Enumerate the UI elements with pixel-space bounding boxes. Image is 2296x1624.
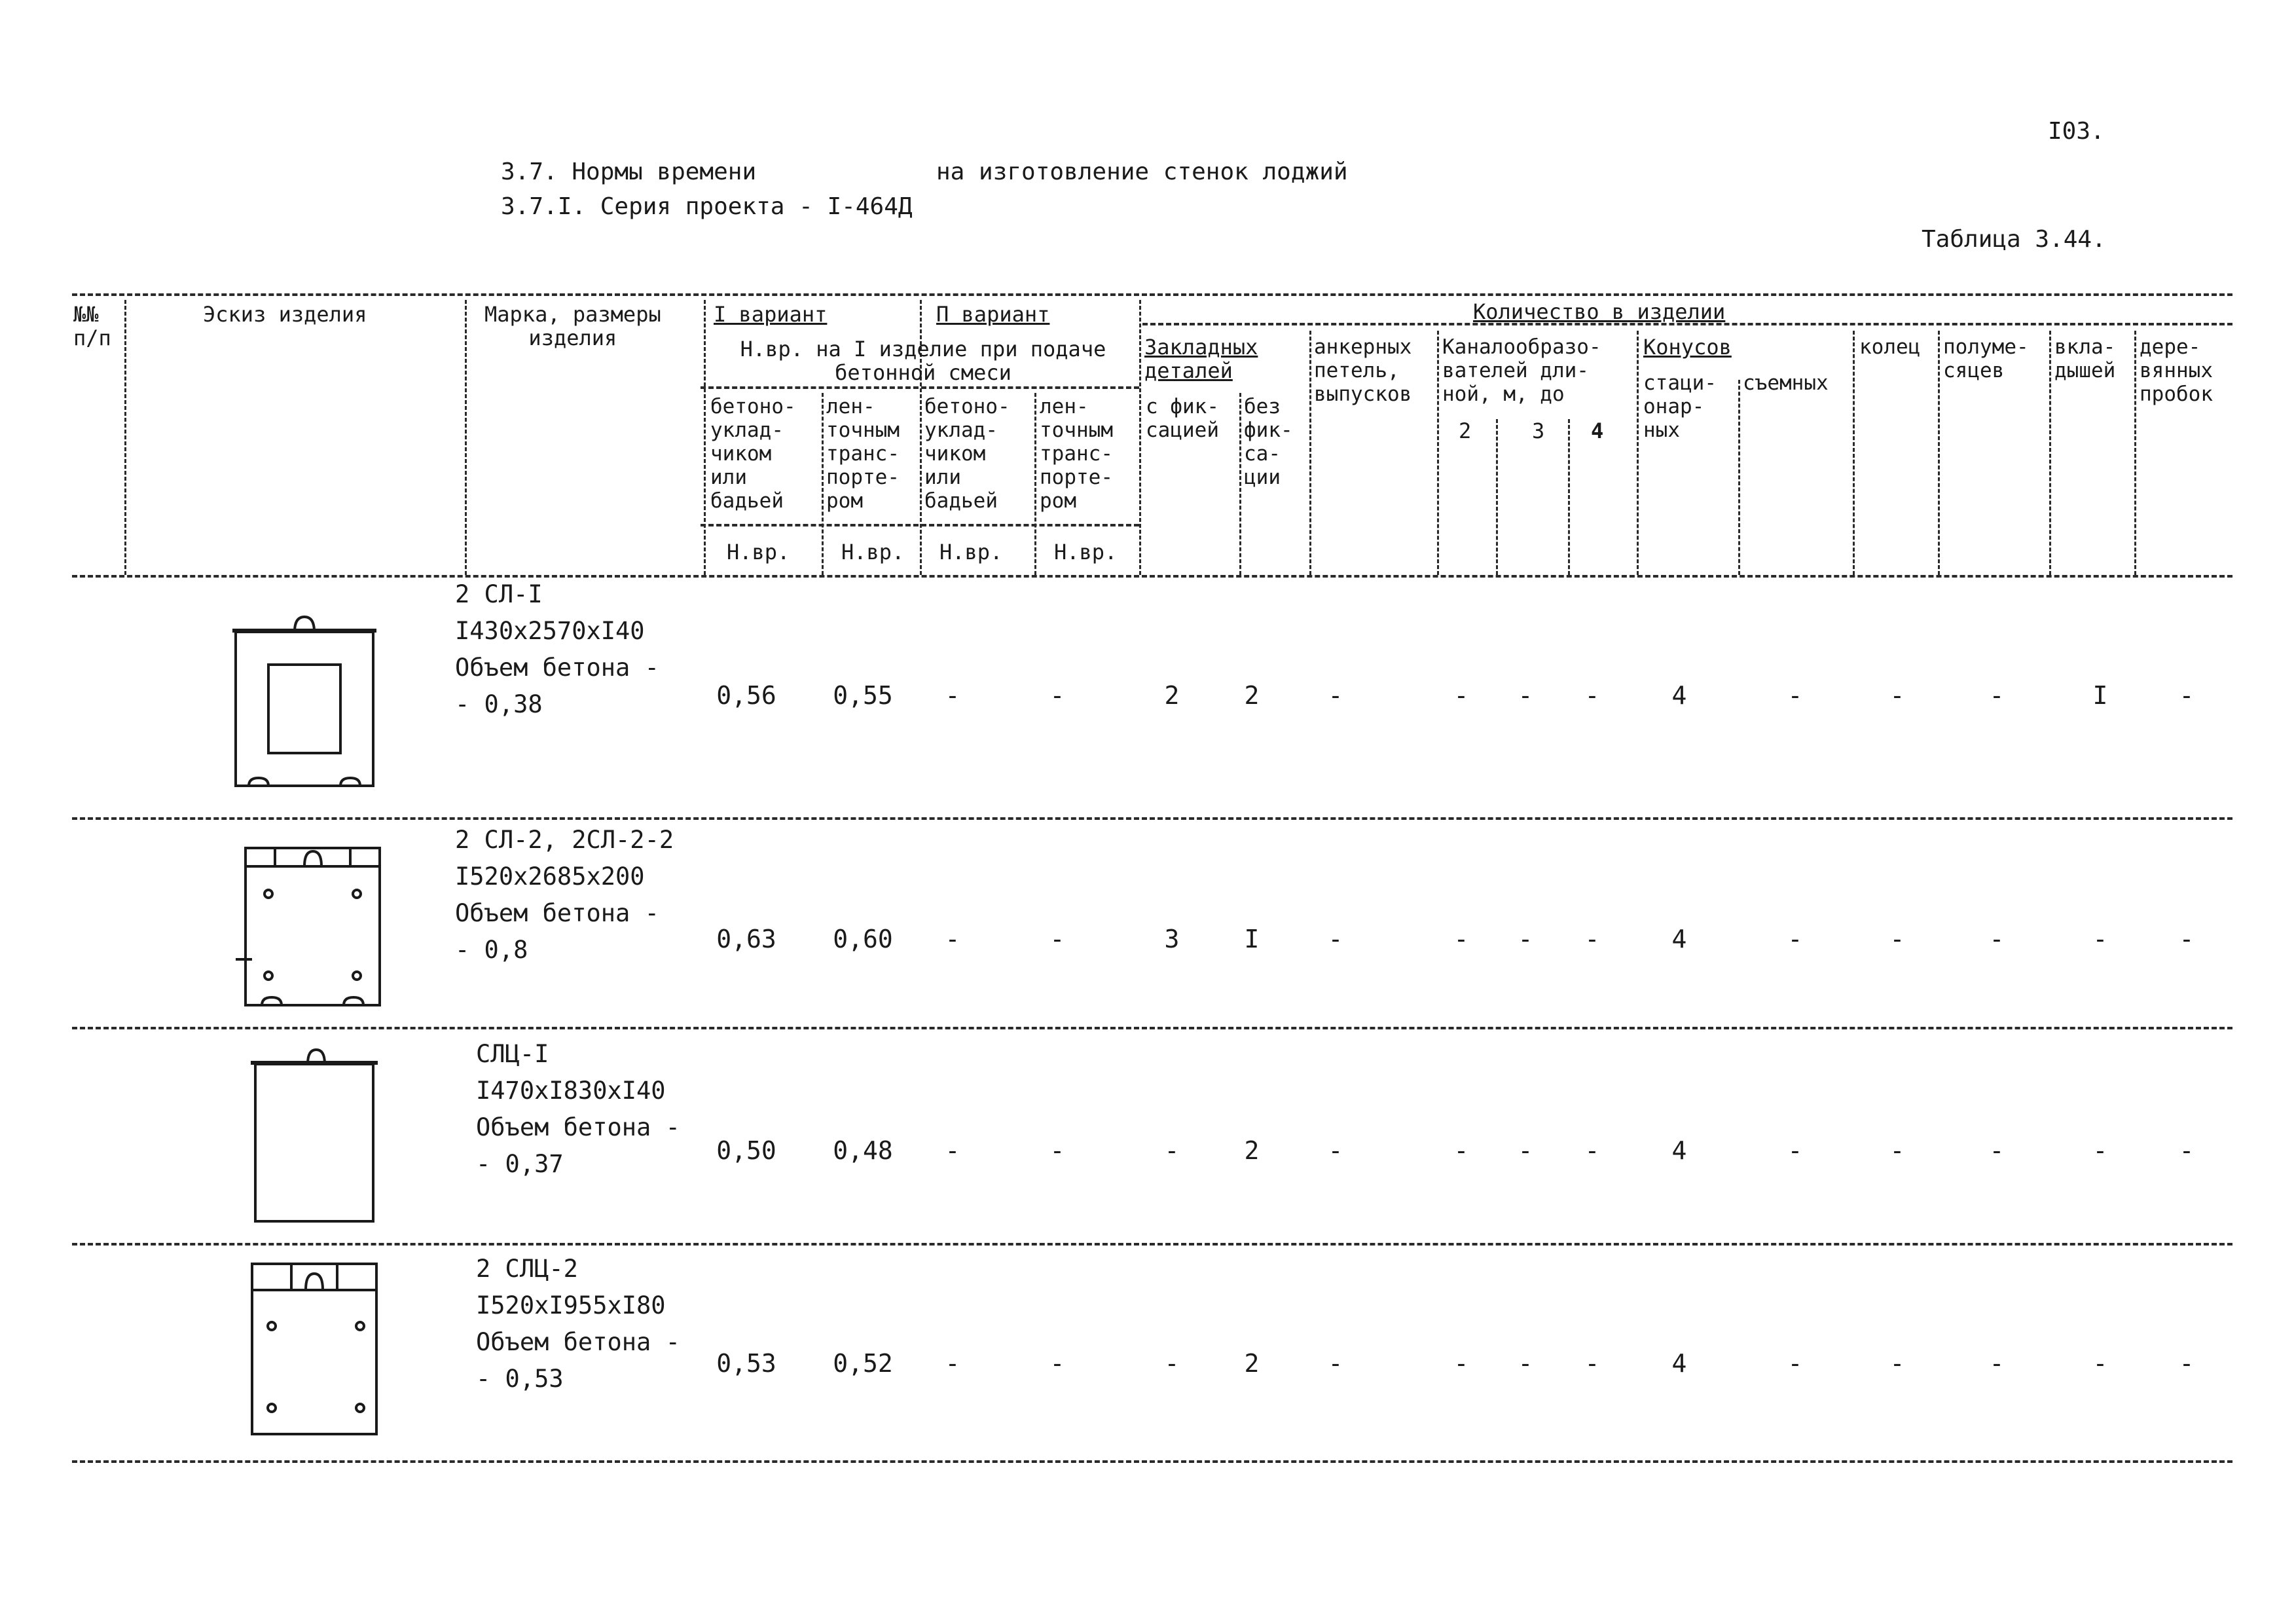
header-emb-fix: с фик- сацией [1146, 395, 1219, 442]
row-2-inserts: - [2092, 925, 2108, 953]
col-sep-halfmoons [2049, 331, 2051, 575]
row-2-emb-nofix: I [1244, 925, 1260, 953]
row-4-v2-belt: - [1049, 1349, 1065, 1378]
col-sep-sketch [465, 300, 467, 575]
section-title: 3.7. Нормы времени [501, 158, 757, 185]
row-3-halfmoons: - [1989, 1136, 2005, 1165]
header-inserts: вкла- дышей [2054, 335, 2116, 382]
header-cone-st: стаци- онар- ных [1643, 371, 1717, 442]
header-mark: Марка, размеры изделия [484, 302, 661, 350]
page-number: I03. [2048, 118, 2105, 145]
row-4-plugs: - [2179, 1349, 2195, 1378]
col-sep-anchor [1437, 331, 1439, 575]
row-3-inserts: - [2092, 1136, 2108, 1165]
col-sep-channel [1637, 331, 1639, 575]
row-1-emb-nofix: 2 [1244, 681, 1260, 710]
header-anchor: анкерных петель, выпусков [1314, 335, 1412, 406]
row-2-cone-st: 4 [1671, 925, 1687, 953]
row-3-ch2: - [1453, 1136, 1469, 1165]
row-1-ch2: - [1453, 681, 1469, 710]
row-4-ch3: - [1518, 1349, 1533, 1378]
row-2-v1-conc: 0,63 [716, 925, 776, 953]
row-1-rings: - [1889, 681, 1905, 710]
table-top-border [72, 293, 2232, 296]
row-4-emb-fix: - [1164, 1349, 1180, 1378]
row-4-v1-belt: 0,52 [833, 1349, 893, 1378]
section-title-cont: на изготовление стенок лоджий [936, 158, 1348, 185]
row-3-v1-belt: 0,48 [833, 1136, 893, 1165]
table-label: Таблица 3.44. [1922, 226, 2106, 253]
row-3-emb-nofix: 2 [1244, 1136, 1260, 1165]
header-hvr-1: Н.вр. [727, 540, 790, 564]
row-4-v2-conc: - [945, 1349, 960, 1378]
header-embedded: Закладных деталей [1144, 335, 1258, 383]
header-variant1: I вариант [714, 302, 828, 327]
row-4-halfmoons: - [1989, 1349, 2005, 1378]
header-quantity: Количество в изделии [1473, 299, 1726, 324]
row-2-emb-fix: 3 [1164, 925, 1180, 953]
header-halfmoons: полуме- сяцев [1943, 335, 2029, 382]
header-ch2: 2 [1459, 418, 1472, 443]
row-2-rings: - [1889, 925, 1905, 953]
header-ch4: 4 [1591, 418, 1604, 443]
sketch-sl-1 [229, 609, 386, 792]
header-hvr-2: Н.вр. [841, 540, 905, 564]
table-bottom-border [72, 1460, 2232, 1463]
col-sep-ch3 [1568, 419, 1570, 575]
row-3-v2-belt: - [1049, 1136, 1065, 1165]
row-4-emb-nofix: 2 [1244, 1349, 1260, 1378]
row-2-v1-belt: 0,60 [833, 925, 893, 953]
row-2-ch4: - [1584, 925, 1600, 953]
row-1-v2-belt: - [1049, 681, 1065, 710]
row-1-plugs: - [2179, 681, 2195, 710]
row-1-ch3: - [1518, 681, 1533, 710]
row-4-mark: 2 СЛЦ-2 I520xI955xI80 Объем бетона - - 0,53 [476, 1255, 680, 1393]
row-1-emb-fix: 2 [1164, 681, 1180, 710]
row-3-cone-rm: - [1787, 1136, 1803, 1165]
header-bottom-border [72, 575, 2232, 578]
row-divider-2 [72, 1027, 2232, 1029]
col-sep-num [124, 300, 126, 575]
header-plugs: дере- вянных пробок [2140, 335, 2213, 406]
header-col-belt1: лен- точным транс- порте- ром [826, 395, 900, 513]
header-hvr-3: Н.вр. [939, 540, 1003, 564]
row-4-inserts: - [2092, 1349, 2108, 1378]
row-1-cone-rm: - [1787, 681, 1803, 710]
row-2-ch3: - [1518, 925, 1533, 953]
col-sep-ch2 [1496, 419, 1498, 575]
row-3-ch4: - [1584, 1136, 1600, 1165]
header-variant2: П вариант [936, 302, 1050, 327]
row-divider-1 [72, 817, 2232, 820]
row-3-rings: - [1889, 1136, 1905, 1165]
row-1-v1-belt: 0,55 [833, 681, 893, 710]
row-3-emb-fix: - [1164, 1136, 1180, 1165]
col-sep-cone [1738, 380, 1740, 575]
col-sep-inserts [2134, 331, 2136, 575]
header-col-conc2: бетоно- уклад- чиком или бадьей [924, 395, 1010, 513]
col-sep-hvr [1139, 300, 1141, 575]
row-2-mark: 2 СЛ-2, 2СЛ-2-2 I520x2685x200 Объем бетона - - 0,8 [455, 826, 674, 964]
col-sep-embedded [1309, 331, 1311, 575]
header-channel: Каналообразо- вателей дли- ной, м, до [1442, 335, 1601, 406]
row-4-v1-conc: 0,53 [716, 1349, 776, 1378]
header-num: №№ п/п [73, 302, 111, 350]
row-3-ch3: - [1518, 1136, 1533, 1165]
row-1-ch4: - [1584, 681, 1600, 710]
row-4-ch4: - [1584, 1349, 1600, 1378]
row-4-cone-rm: - [1787, 1349, 1803, 1378]
row-1-v2-conc: - [945, 681, 960, 710]
sketch-sl-2 [236, 835, 386, 1012]
header-ch3: 3 [1532, 418, 1545, 443]
header-hvr-4: Н.вр. [1054, 540, 1118, 564]
row-4-rings: - [1889, 1349, 1905, 1378]
row-4-ch2: - [1453, 1349, 1469, 1378]
row-1-anchor: - [1328, 681, 1343, 710]
row-2-v2-conc: - [945, 925, 960, 953]
row-2-v2-belt: - [1049, 925, 1065, 953]
header-hvr-title: Н.вр. на I изделие при подаче бетонной смеси [740, 337, 1106, 385]
header-rings: колец [1859, 335, 1921, 359]
sketch-slc-2 [246, 1254, 383, 1437]
col-sep-mark [704, 300, 706, 575]
sketch-slc-1 [246, 1038, 383, 1228]
row-4-cone-st: 4 [1671, 1349, 1687, 1378]
row-2-cone-rm: - [1787, 925, 1803, 953]
row-3-v2-conc: - [945, 1136, 960, 1165]
row-1-halfmoons: - [1989, 681, 2005, 710]
header-cone-rm: съемных [1743, 371, 1829, 395]
col-sep-v2 [1034, 393, 1036, 575]
row-2-plugs: - [2179, 925, 2195, 953]
subsection-title: 3.7.I. Серия проекта - I-464Д [501, 193, 913, 220]
col-sep-emb [1239, 393, 1241, 575]
row-2-ch2: - [1453, 925, 1469, 953]
col-sep-cones [1853, 331, 1855, 575]
col-sep-v1 [822, 393, 824, 575]
header-col-belt2: лен- точным транс- порте- ром [1040, 395, 1113, 513]
row-2-halfmoons: - [1989, 925, 2005, 953]
header-col-conc1: бетоно- уклад- чиком или бадьей [710, 395, 796, 513]
row-3-v1-conc: 0,50 [716, 1136, 776, 1165]
row-3-cone-st: 4 [1671, 1136, 1687, 1165]
row-1-mark: 2 СЛ-I I430x2570xI40 Объем бетона - - 0,38 [455, 580, 659, 718]
row-2-anchor: - [1328, 925, 1343, 953]
row-divider-3 [72, 1243, 2232, 1246]
row-3-plugs: - [2179, 1136, 2195, 1165]
row-3-mark: СЛЦ-I I470xI830xI40 Объем бетона - - 0,37 [476, 1040, 680, 1178]
header-sketch: Эскиз изделия [203, 302, 367, 327]
col-sep-rings [1938, 331, 1940, 575]
row-1-cone-st: 4 [1671, 681, 1687, 710]
row-1-v1-conc: 0,56 [716, 681, 776, 710]
row-3-anchor: - [1328, 1136, 1343, 1165]
row-4-anchor: - [1328, 1349, 1343, 1378]
header-emb-nofix: без фик- са- ции [1244, 395, 1293, 489]
row-1-inserts: I [2092, 681, 2108, 710]
header-cones: Конусов [1643, 335, 1732, 360]
